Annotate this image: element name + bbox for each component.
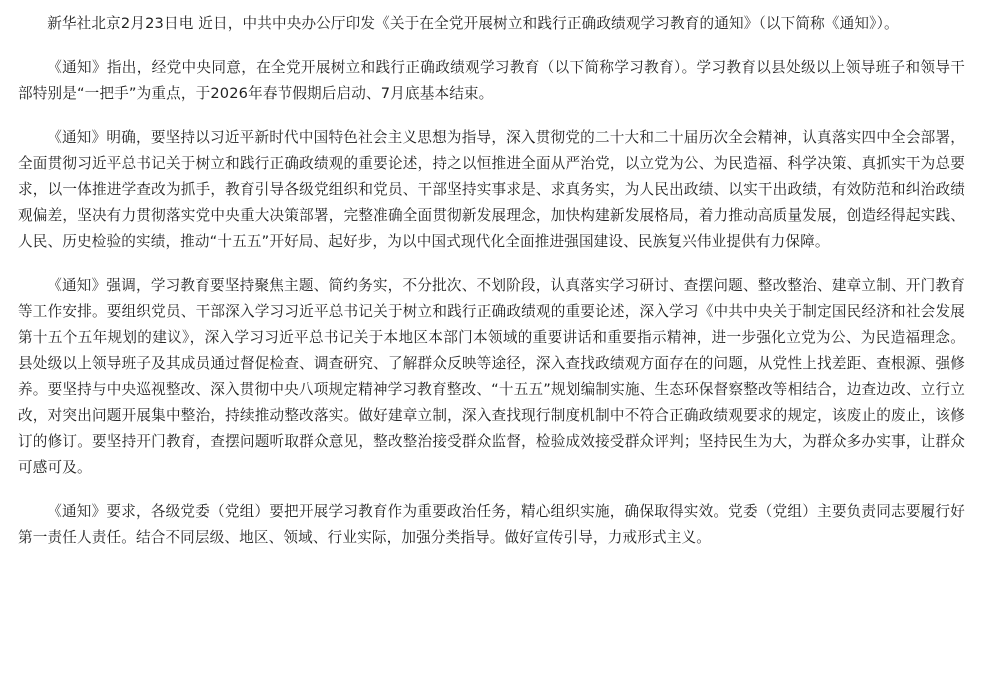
paragraph-intro: 新华社北京2月23日电 近日，中共中央办公厅印发《关于在全党开展树立和践行正确政绩观学习教育的通知》（以下简称《通知》）。 xyxy=(47,15,899,32)
paragraph-scope: 《通知》指出，经党中央同意，在全党开展树立和践行正确政绩观学习教育（以下简称学习教育）。学习教育以县处级以上领导班子和领导干部特别是“一把手”为重点，于2026年春节假期后启动、7月底基本结束。 xyxy=(18,59,965,102)
paragraph-requirements: 《通知》要求，各级党委（党组）要把开展学习教育作为重要政治任务，精心组织实施，确保取得实效。党委（党组）主要负责同志要履行好第一责任人责任。结合不同层级、地区、领域、行业实际，加强分类指导。做好宣传引导，力戒形式主义。 xyxy=(18,503,965,546)
paragraph-guidance: 《通知》明确，要坚持以习近平新时代中国特色社会主义思想为指导，深入贯彻党的二十大和二十届历次全会精神，认真落实四中全会部署，全面贯彻习近平总书记关于树立和践行正确政绩观的重要论述，持之以恒推进全面从严治党，以立党为公、为民造福、科学决策、真抓实干为总要求，以一体推进学查改为抓手，教育引导各级党组织和党员、干部坚持实事求是、求真务实，为人民出政绩、以实干出政绩，有效防范和纠治政绩观偏差，坚决有力贯彻落实党中央重大决策部署，完整准确全面贯彻新发展理念，加快构建新发展格局，着力推动高质量发展，创造经得起实践、人民、历史检验的实绩，推动“十五五”开好局、起好步，为以中国式现代化全面推进强国建设、民族复兴伟业提供有力保障。 xyxy=(18,129,965,250)
paragraph-emphasis: 《通知》强调，学习教育要坚持聚焦主题、简约务实，不分批次、不划阶段，认真落实学习研讨、查摆问题、整改整治、建章立制、开门教育等工作安排。要组织党员、干部深入学习习近平总书记关于树立和践行正确政绩观的重要论述，深入学习《中共中央关于制定国民经济和社会发展第十五个五年规划的建议》，深入学习习近平总书记关于本地区本部门本领域的重要讲话和重要指示精神，进一步强化立党为公、为民造福理念。县处级以上领导班子及其成员通过督促检查、调查研究、了解群众反映等途径，深入查找政绩观方面存在的问题，从党性上找差距、查根源、强修养。要坚持与中央巡视整改、深入贯彻中央八项规定精神学习教育整改、“十五五”规划编制实施、生态环保督察整改等相结合，边查边改、立行立改，对突出问题开展集中整治，持续推动整改落实。做好建章立制，深入查找现行制度机制中不符合正确政绩观要求的规定，该废止的废止，该修订的修订。要坚持开门教育，查摆问题听取群众意见，整改整治接受群众监督，检验成效接受群众评判；坚持民生为大，为群众多办实事，让群众可感可及。 xyxy=(18,277,965,476)
